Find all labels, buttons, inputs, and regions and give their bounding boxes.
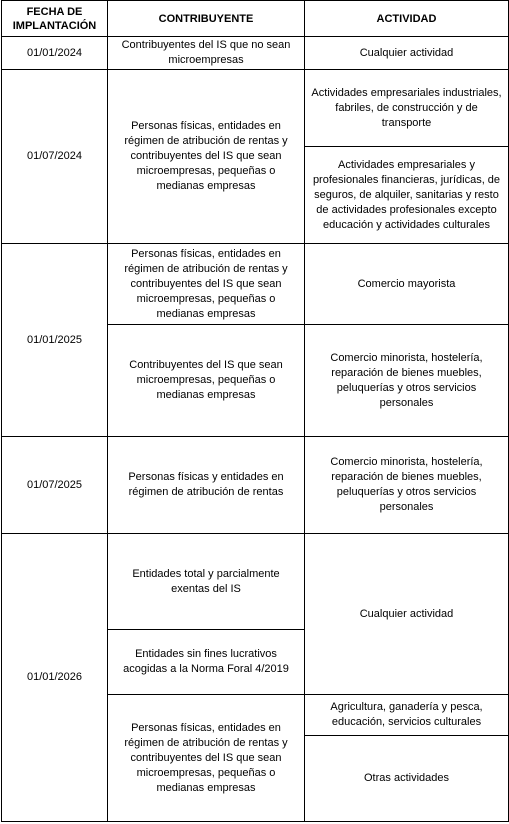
actividad-cell: Otras actividades	[305, 736, 509, 822]
header-fecha: FECHA DE IMPLANTACIÓN	[2, 1, 108, 37]
table-row	[2, 534, 509, 630]
actividad-cell: Comercio minorista, hostelería, reparación de bienes muebles, peluquerías y otros servicios personales	[305, 325, 509, 437]
contribuyente-cell: Contribuyentes del IS que sean microempresas, pequeñas o medianas empresas	[108, 325, 305, 437]
contribuyente-cell: Entidades sin fines lucrativos acogidas a la Norma Foral 4/2019	[108, 630, 305, 695]
header-contribuyente: CONTRIBUYENTE	[108, 1, 305, 37]
fecha-cell: 01/01/2024	[2, 37, 108, 70]
contribuyente-cell: Personas físicas, entidades en régimen de atribución de rentas y contribuyentes del IS que sean microempresas, pequeñas o medianas empresas	[108, 70, 305, 244]
table-row	[2, 244, 509, 325]
actividad-cell: Comercio mayorista	[305, 244, 509, 325]
actividad-cell: Agricultura, ganadería y pesca, educación, servicios culturales	[305, 695, 509, 736]
table-row	[2, 37, 509, 70]
contribuyente-cell: Contribuyentes del IS que no sean microempresas	[108, 37, 305, 70]
implantation-schedule-table	[1, 0, 509, 822]
contribuyente-cell: Personas físicas, entidades en régimen de atribución de rentas y contribuyentes del IS que sean microempresas, pequeñas o medianas empresas	[108, 244, 305, 325]
contribuyente-cell: Entidades total y parcialmente exentas del IS	[108, 534, 305, 630]
header-row	[2, 1, 509, 37]
fecha-cell: 01/01/2025	[2, 244, 108, 437]
actividad-cell: Actividades empresariales y profesionales financieras, jurídicas, de seguros, de alquiler, sanitarias y resto de actividades profesionales excepto educación y actividades culturales	[305, 147, 509, 244]
actividad-cell: Comercio minorista, hostelería, reparación de bienes muebles, peluquerías y otros servicios personales	[305, 437, 509, 534]
actividad-cell: Cualquier actividad	[305, 37, 509, 70]
fecha-cell: 01/01/2026	[2, 534, 108, 822]
table-row	[2, 70, 509, 147]
contribuyente-cell: Personas físicas y entidades en régimen de atribución de rentas	[108, 437, 305, 534]
contribuyente-cell: Personas físicas, entidades en régimen de atribución de rentas y contribuyentes del IS que sean microempresas, pequeñas o medianas empresas	[108, 695, 305, 822]
actividad-cell: Cualquier actividad	[305, 534, 509, 695]
header-actividad: ACTIVIDAD	[305, 1, 509, 37]
table-row	[2, 437, 509, 534]
fecha-cell: 01/07/2025	[2, 437, 108, 534]
actividad-cell: Actividades empresariales industriales, fabriles, de construcción y de transporte	[305, 70, 509, 147]
fecha-cell: 01/07/2024	[2, 70, 108, 244]
